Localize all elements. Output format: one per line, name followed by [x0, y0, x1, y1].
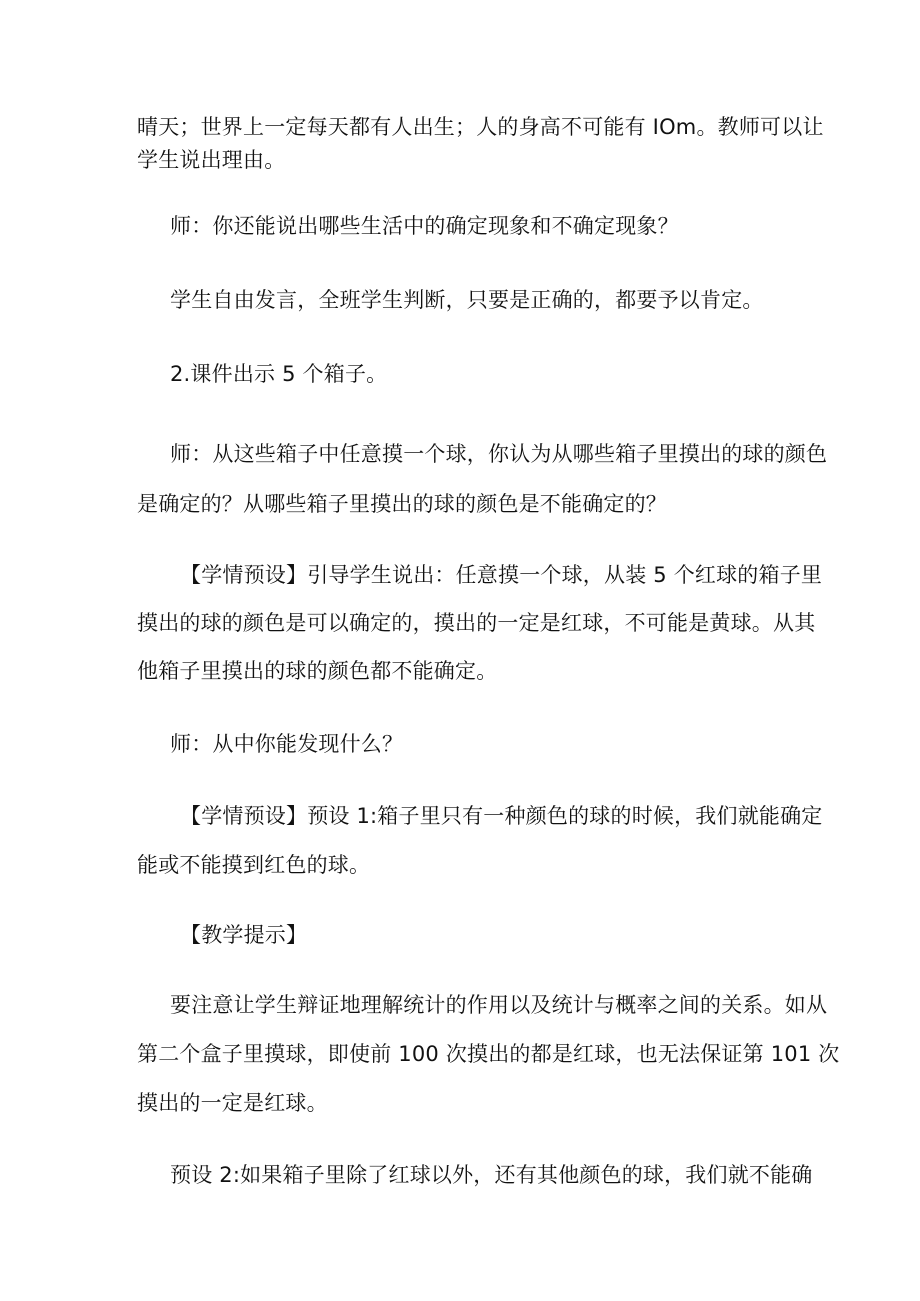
paragraph-1-line-2: 学生说出理由。: [137, 148, 286, 172]
paragraph-10-line-2: 第二个盒子里摸球，即使前 100 次摸出的都是红球，也无法保证第 101 次: [137, 1042, 840, 1066]
paragraph-8-line-2: 能或不能摸到红色的球。: [137, 853, 371, 877]
paragraph-3-line-1: 学生自由发言，全班学生判断，只要是正确的，都要予以肯定。: [170, 288, 764, 312]
paragraph-6-line-3: 他箱子里摸出的球的颜色都不能确定。: [137, 659, 498, 683]
paragraph-1-line-1: 晴天；世界上一定每天都有人出生；人的身高不可能有 IOm。教师可以让: [137, 115, 824, 139]
paragraph-7-line-1: 师：从中你能发现什么？: [170, 732, 404, 756]
paragraph-6-line-1: 【学情预设】引导学生说出：任意摸一个球，从装 5 个红球的箱子里: [180, 563, 823, 587]
paragraph-10-line-3: 摸出的一定是红球。: [137, 1091, 328, 1115]
paragraph-2-line-1: 师：你还能说出哪些生活中的确定现象和不确定现象？: [170, 214, 679, 238]
paragraph-9-heading: 【教学提示】: [180, 923, 308, 947]
paragraph-5-line-1: 师：从这些箱子中任意摸一个球，你认为从哪些箱子里摸出的球的颜色: [170, 442, 828, 466]
paragraph-4-line-1: 2.课件出示 5 个箱子。: [170, 362, 388, 386]
paragraph-11-line-1: 预设 2:如果箱子里除了红球以外，还有其他颜色的球，我们就不能确: [170, 1163, 813, 1187]
paragraph-10-line-1: 要注意让学生辩证地理解统计的作用以及统计与概率之间的关系。如从: [170, 993, 828, 1017]
paragraph-8-line-1: 【学情预设】预设 1:箱子里只有一种颜色的球的时候，我们就能确定: [180, 804, 823, 828]
paragraph-6-line-2: 摸出的球的颜色是可以确定的，摸出的一定是红球，不可能是黄球。从其: [137, 611, 816, 635]
paragraph-5-line-2: 是确定的？从哪些箱子里摸出的球的颜色是不能确定的？: [137, 492, 667, 516]
